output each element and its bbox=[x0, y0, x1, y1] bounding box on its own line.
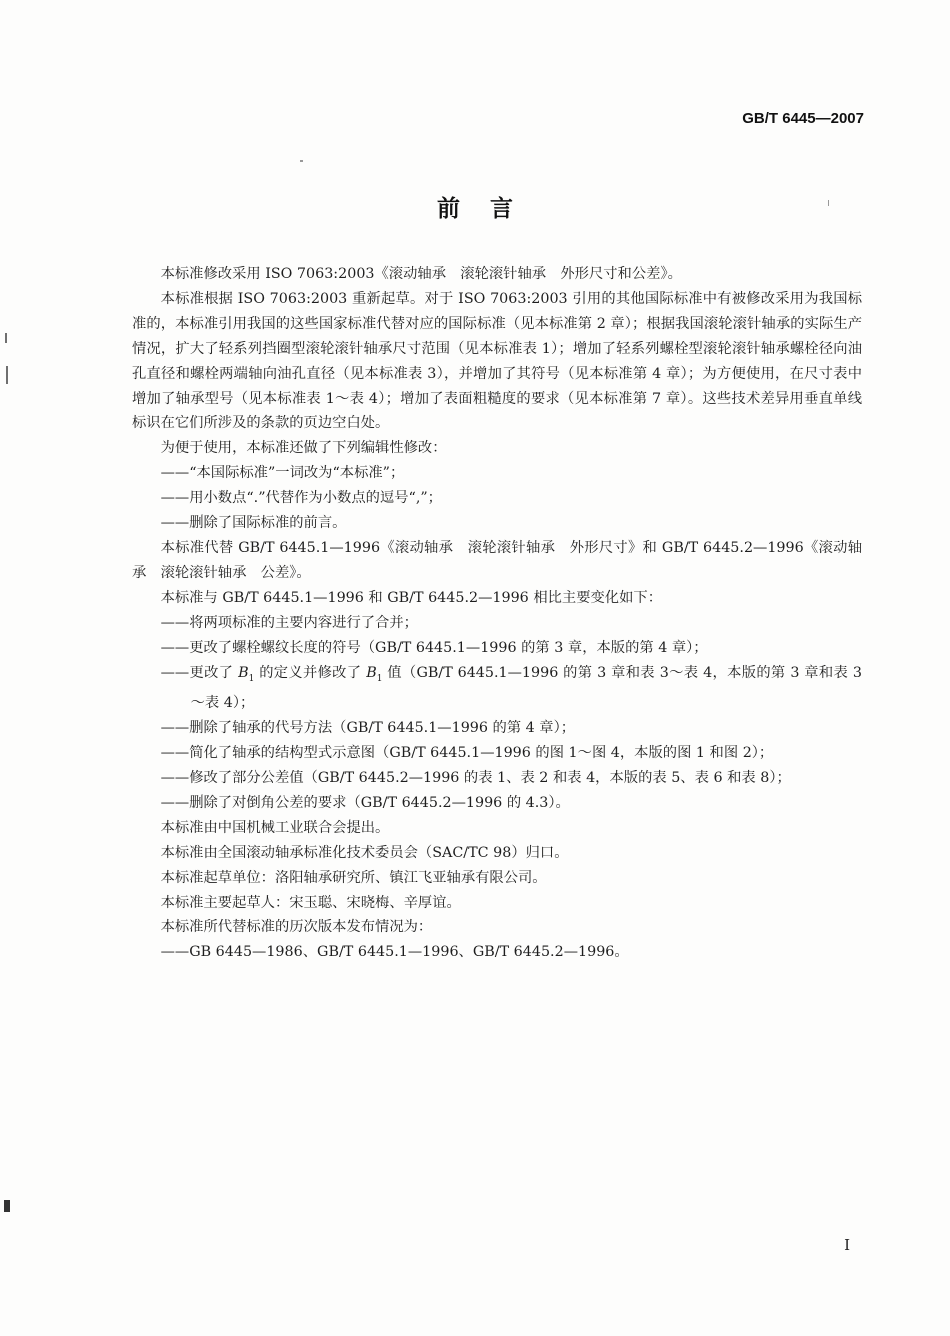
paragraph-adoption: 本标准修改采用 ISO 7063:2003《滚动轴承 滚轮滚针轴承 外形尺寸和公差》。 bbox=[160, 266, 682, 282]
standard-number: GB/T 6445—2007 bbox=[742, 110, 864, 127]
paragraph-drafters: 本标准主要起草人：宋玉聪、宋晓梅、辛厚谊。 bbox=[160, 894, 461, 911]
change-item: ——删除了对倒角公差的要求（GB/T 6445.2—1996 的 4.3）。 bbox=[160, 794, 570, 811]
paragraph-proposed-by: 本标准由中国机械工业联合会提出。 bbox=[160, 819, 390, 836]
change-item-text: 值（GB/T 6445.1—1996 的第 3 章和表 3～表 4，本版的第 3 章和表 3～表 4）； bbox=[190, 664, 863, 712]
page-number: I bbox=[844, 1236, 850, 1254]
change-item: ——删除了轴承的代号方法（GB/T 6445.1—1996 的第 4 章）； bbox=[160, 720, 576, 737]
scan-speck bbox=[828, 200, 829, 206]
change-item: ——更改了螺栓螺纹长度的符号（GB/T 6445.1—1996 的第 3 章，本版的第 4 章）； bbox=[160, 639, 708, 656]
paragraph-editorial-intro: 为便于使用，本标准还做了下列编辑性修改： bbox=[160, 440, 447, 457]
paragraph-drafting-units: 本标准起草单位：洛阳轴承研究所、镇江飞亚轴承有限公司。 bbox=[160, 869, 547, 886]
history-item: ——GB 6445—1986、GB/T 6445.1—1996、GB/T 6445.2—1996。 bbox=[160, 944, 629, 961]
editorial-change-item: ——删除了国际标准的前言。 bbox=[160, 515, 347, 532]
change-item: ——将两项标准的主要内容进行了合并； bbox=[160, 614, 418, 631]
editorial-change-item: ——“本国际标准”一词改为“本标准”； bbox=[160, 465, 405, 482]
scan-speck bbox=[300, 160, 303, 162]
scan-speck bbox=[4, 1200, 10, 1212]
change-item: ——简化了轴承的结构型式示意图（GB/T 6445.1—1996 的图 1～图 4，本版的图 1 和图 2）； bbox=[160, 745, 774, 762]
change-item-b1 bbox=[132, 661, 862, 717]
paragraph-technical-differences: 本标准根据 ISO 7063:2003 重新起草。对于 ISO 7063:2003 引用的其他国际标准中有被修改采用为我国标准的，本标准引用我国的这些国家标准代替对应的国际标准（见本标准第 2 章）；根据我国滚轮滚针轴承的实际生产情况，扩大了轻系列挡圈型滚轮滚针轴承尺寸范围（见本标准表 1）；增加了轻系列螺栓型滚轮滚针轴承螺栓径向油孔直径和螺栓两端轴向油孔直径（见本标准表 3），并增加了其符号（见本标准第 4 章）；为方便使用，在尺寸表中增加了轴承型号（见本标准表 1～表 4）；增加了表面粗糙度的要求（见本标准第 7 章）。这些技术差异用垂直单线标识在它们所涉及的条款的页边空白处。 bbox=[132, 290, 862, 432]
scan-speck bbox=[5, 333, 7, 343]
symbol-b1: $B_1$ bbox=[238, 664, 255, 684]
editorial-change-item: ——用小数点“.”代替作为小数点的逗号“,”； bbox=[160, 490, 442, 507]
paragraph-replaces: 本标准代替 GB/T 6445.1—1996《滚动轴承 滚轮滚针轴承 外形尺寸》和 GB/T 6445.2—1996《滚动轴承 滚轮滚针轴承 公差》。 bbox=[132, 539, 862, 581]
scan-speck bbox=[6, 366, 8, 384]
paragraph-history-intro: 本标准所代替标准的历次版本发布情况为： bbox=[160, 919, 433, 936]
symbol-b1: $B_1$ bbox=[366, 664, 383, 684]
page-title: 前言 bbox=[437, 196, 543, 222]
change-item: ——修改了部分公差值（GB/T 6445.2—1996 的表 1、表 2 和表 4，本版的表 5、表 6 和表 8）； bbox=[160, 769, 791, 786]
paragraph-changes-intro: 本标准与 GB/T 6445.1—1996 和 GB/T 6445.2—1996 相比主要变化如下： bbox=[160, 589, 662, 606]
paragraph-centralized-by: 本标准由全国滚动轴承标准化技术委员会（SAC/TC 98）归口。 bbox=[160, 844, 569, 861]
change-item-text: ——更改了 bbox=[160, 664, 239, 681]
change-item-text: 的定义并修改了 bbox=[254, 664, 367, 681]
foreword-body bbox=[132, 262, 862, 965]
